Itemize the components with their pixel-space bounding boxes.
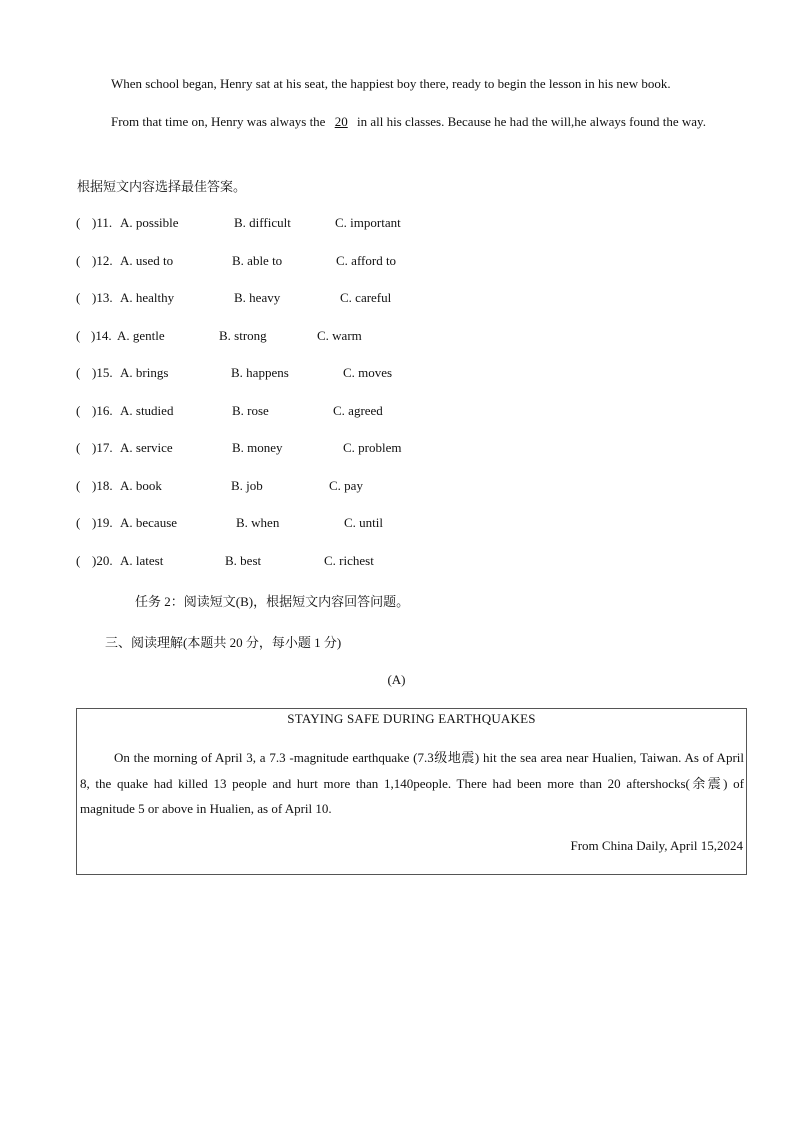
answer-paren: ( [76, 440, 81, 455]
option-c: C. agreed [333, 403, 383, 418]
article-source: From China Daily, April 15,2024 [570, 838, 743, 853]
option-a: A. because [120, 515, 178, 530]
question-row [76, 403, 436, 423]
answer-paren: ( [76, 403, 81, 418]
answer-paren: ( [76, 553, 81, 568]
question-number: )13. [92, 290, 113, 305]
section-3-heading: 三、阅读理解(本题共 20 分，每小题 1 分) [105, 635, 342, 650]
question-row [76, 328, 436, 348]
option-b: B. job [231, 478, 263, 493]
passage-line-2 [77, 110, 719, 134]
option-c: C. afford to [336, 253, 397, 268]
answer-paren: ( [76, 215, 81, 230]
option-b: B. rose [232, 403, 269, 418]
question-number: )19. [92, 515, 113, 530]
option-c: C. richest [324, 553, 374, 568]
instruction: 根据短文内容选择最佳答案。 [77, 179, 247, 194]
option-b: B. when [236, 515, 280, 530]
question-number: )16. [92, 403, 113, 418]
passage-line-2-before: From that time on, Henry was always the [111, 114, 326, 129]
answer-paren: ( [76, 290, 81, 305]
article-title: STAYING SAFE DURING EARTHQUAKES [287, 711, 536, 726]
passage-line-2-after: in all his classes. Because he had the will,he always found the way. [356, 114, 706, 129]
option-a: A. studied [120, 403, 174, 418]
option-b: B. heavy [234, 290, 281, 305]
answer-paren: ( [76, 253, 81, 268]
question-row [76, 478, 436, 498]
answer-paren: ( [76, 515, 81, 530]
question-row [76, 365, 436, 385]
question-row [76, 553, 436, 573]
option-a: A. book [120, 478, 162, 493]
task-2-heading: 任务 2：阅读短文(B)，根据短文内容回答问题。 [135, 594, 410, 609]
question-number: )11. [92, 215, 113, 230]
question-row [76, 290, 436, 310]
option-a: A. used to [120, 253, 174, 268]
question-number: )18. [92, 478, 113, 493]
blank-20: 20 [334, 114, 348, 129]
option-a: A. healthy [120, 290, 175, 305]
answer-paren: ( [76, 365, 81, 380]
option-a: A. service [120, 440, 173, 455]
question-row [76, 253, 436, 273]
option-a: A. possible [120, 215, 179, 230]
option-c: C. moves [343, 365, 393, 380]
option-a: A. brings [120, 365, 169, 380]
answer-paren: ( [76, 328, 81, 343]
article-body: On the morning of April 3, a 7.3 -magnitude earthquake (7.3级地震) hit the sea area near Hualien, Taiwan. As of April 8, the quake had killed 13 people and hurt more than 1,140people. There had been more than 20 aftershocks(余震) of magnitude 5 or above in Hualien, as of April 10. [80, 750, 744, 816]
option-b: B. difficult [234, 215, 291, 230]
option-b: B. money [232, 440, 283, 455]
option-a: A. latest [120, 553, 164, 568]
option-c: C. warm [317, 328, 362, 343]
question-number: )20. [92, 553, 113, 568]
option-b: B. best [225, 553, 262, 568]
option-b: B. happens [231, 365, 289, 380]
option-c: C. important [335, 215, 401, 230]
question-number: )15. [92, 365, 113, 380]
question-number: )14. [91, 328, 112, 343]
article-box [76, 708, 747, 875]
question-row [76, 215, 436, 235]
option-c: C. problem [343, 440, 402, 455]
question-number: )12. [92, 253, 113, 268]
option-a: A. gentle [117, 328, 165, 343]
option-b: B. strong [219, 328, 267, 343]
part-label: (A) [387, 672, 406, 687]
question-number: )17. [92, 440, 113, 455]
option-c: C. careful [340, 290, 392, 305]
option-c: C. until [344, 515, 384, 530]
option-c: C. pay [329, 478, 363, 493]
passage-line-1: When school began, Henry sat at his seat, the happiest boy there, ready to begin the lesson in his new book. [111, 76, 671, 91]
option-b: B. able to [232, 253, 283, 268]
answer-paren: ( [76, 478, 81, 493]
question-row [76, 515, 436, 535]
question-row [76, 440, 436, 460]
